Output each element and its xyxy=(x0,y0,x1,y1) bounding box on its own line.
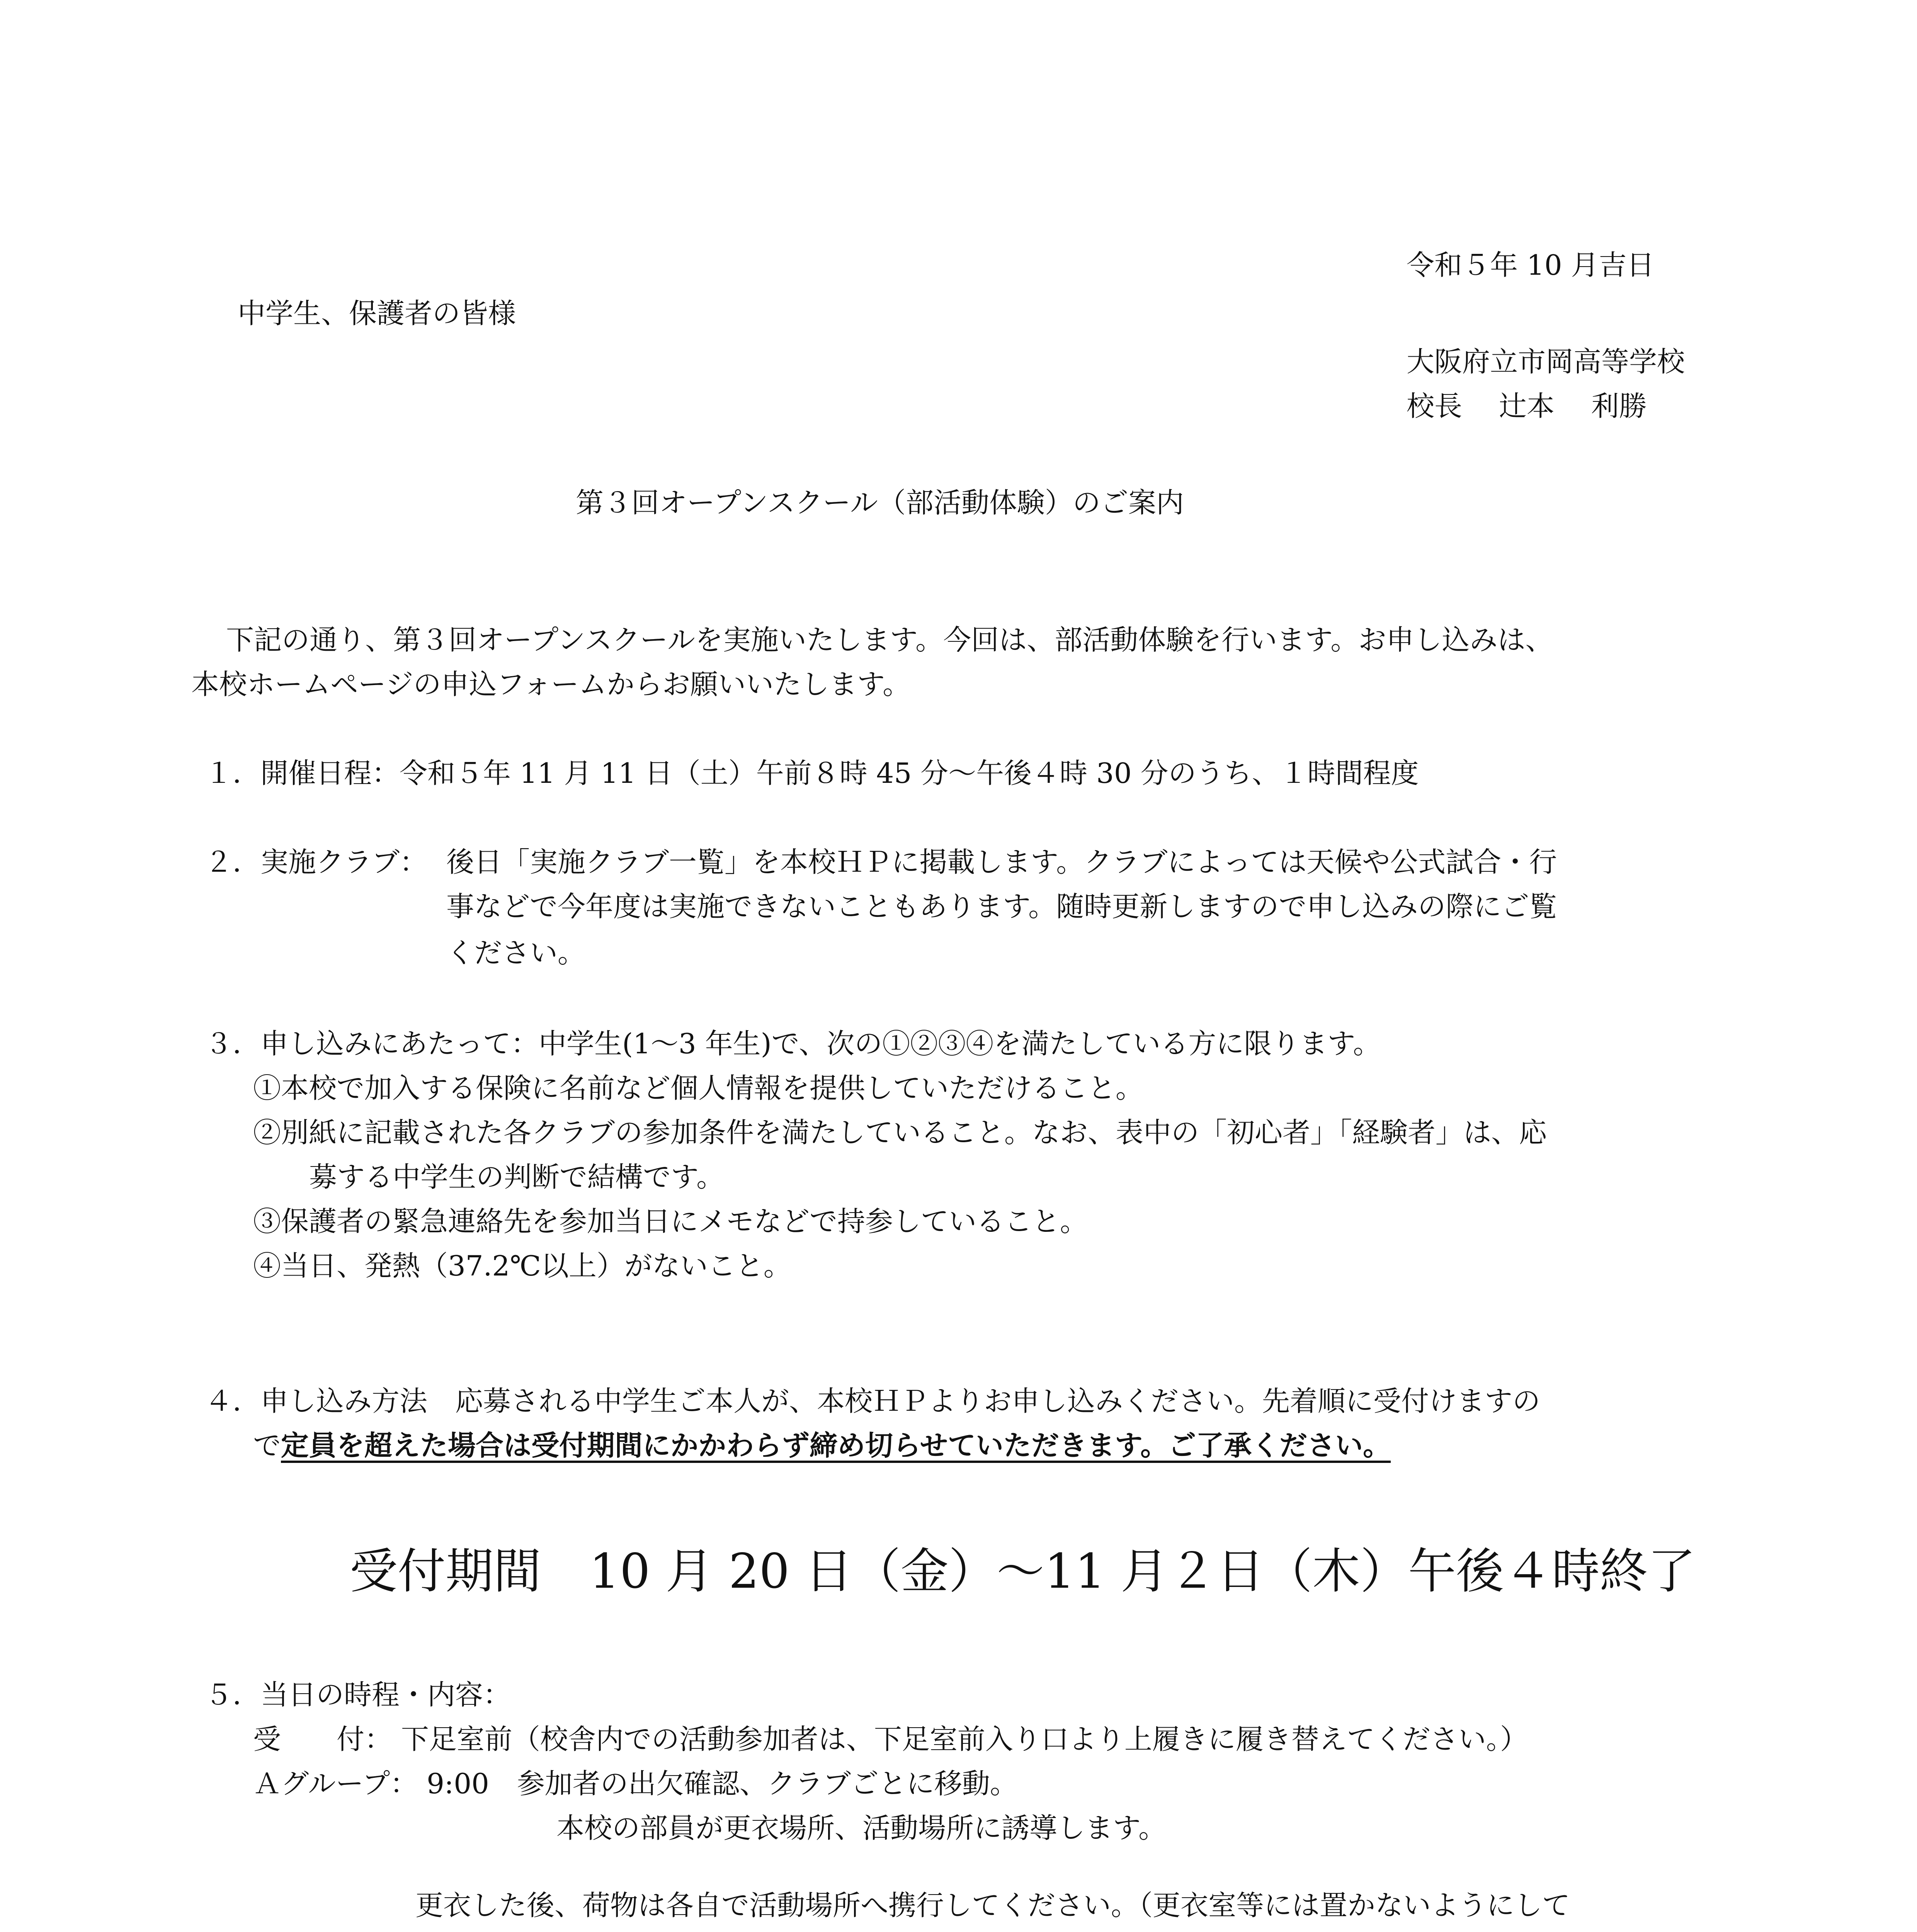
condition-3: ③保護者の緊急連絡先を参加当日にメモなどで持参していること。 xyxy=(253,1205,1088,1238)
item-application-line-1: ４．申し込み方法 応募される中学生ご本人が、本校ＨＰよりお申し込みください。先着順に受付けますの xyxy=(205,1385,1541,1417)
addressee: 中学生、保護者の皆様 xyxy=(238,297,516,330)
application-prefix: で xyxy=(253,1429,281,1462)
timetable-group-a: Ａグループ： 9:00 参加者の出欠確認、クラブごとに移動。 xyxy=(253,1767,1018,1800)
capacity-notice: 定員を超えた場合は受付期間にかかわらず締め切らせていただきます。ご了承ください。 xyxy=(281,1429,1391,1462)
item-clubs-line-2: 事などで今年度は実施できないこともあります。随時更新しますので申し込みの際にご覧 xyxy=(446,890,1557,923)
item-clubs-line-1: 後日「実施クラブ一覧」を本校ＨＰに掲載します。クラブによっては天候や公式試合・行 xyxy=(446,846,1557,878)
condition-4: ④当日、発熱（37.2℃以上）がないこと。 xyxy=(253,1250,791,1282)
item-conditions-heading: ３．申し込みにあたって：中学生(1〜3 年生)で、次の①②③④を満たしている方に限ります。 xyxy=(205,1027,1381,1060)
item-application-line-2 xyxy=(253,1429,1391,1462)
item-schedule: １．開催日程：令和５年 11 月 11 日（土）午前８時 45 分〜午後４時 30 分のうち、１時間程度 xyxy=(205,757,1419,789)
intro-line-1: 下記の通り、第３回オープンスクールを実施いたします。今回は、部活動体験を行います。お申し込みは、 xyxy=(226,624,1553,656)
timetable-note-1: 更衣した後、荷物は各自で活動場所へ携行してください。（更衣室等には置かないようにして xyxy=(415,1889,1570,1922)
item-clubs-line-3: ください。 xyxy=(446,937,586,969)
item-timetable-heading: ５．当日の時程・内容： xyxy=(205,1679,511,1711)
intro-line-2: 本校ホームページの申込フォームからお願いいたします。 xyxy=(191,668,911,701)
document-title: 第３回オープンスクール（部活動体験）のご案内 xyxy=(576,486,1184,519)
school-name: 大阪府立市岡高等学校 xyxy=(1407,345,1685,378)
timetable-group-a-guide: 本校の部員が更衣場所、活動場所に誘導します。 xyxy=(556,1812,1167,1844)
condition-2a: ②別紙に記載された各クラブの参加条件を満たしていること。なお、表中の「初心者」「経験者」は、応 xyxy=(253,1116,1547,1149)
reception-period: 受付期間 10 月 20 日（金）〜11 月２日（木）午後４時終了 xyxy=(350,1544,1696,1599)
principal-name: 校長 辻本 利勝 xyxy=(1407,390,1647,422)
condition-2b: 募する中学生の判断で結構です。 xyxy=(309,1161,725,1193)
timetable-reception: 受 付： 下足室前（校舎内での活動参加者は、下足室前入り口より上履きに履き替えてください。） xyxy=(253,1723,1528,1755)
condition-1: ①本校で加入する保険に名前など個人情報を提供していただけること。 xyxy=(253,1072,1144,1104)
issue-date: 令和５年 10 月吉日 xyxy=(1407,249,1655,281)
item-clubs-label: ２．実施クラブ： xyxy=(205,846,428,878)
